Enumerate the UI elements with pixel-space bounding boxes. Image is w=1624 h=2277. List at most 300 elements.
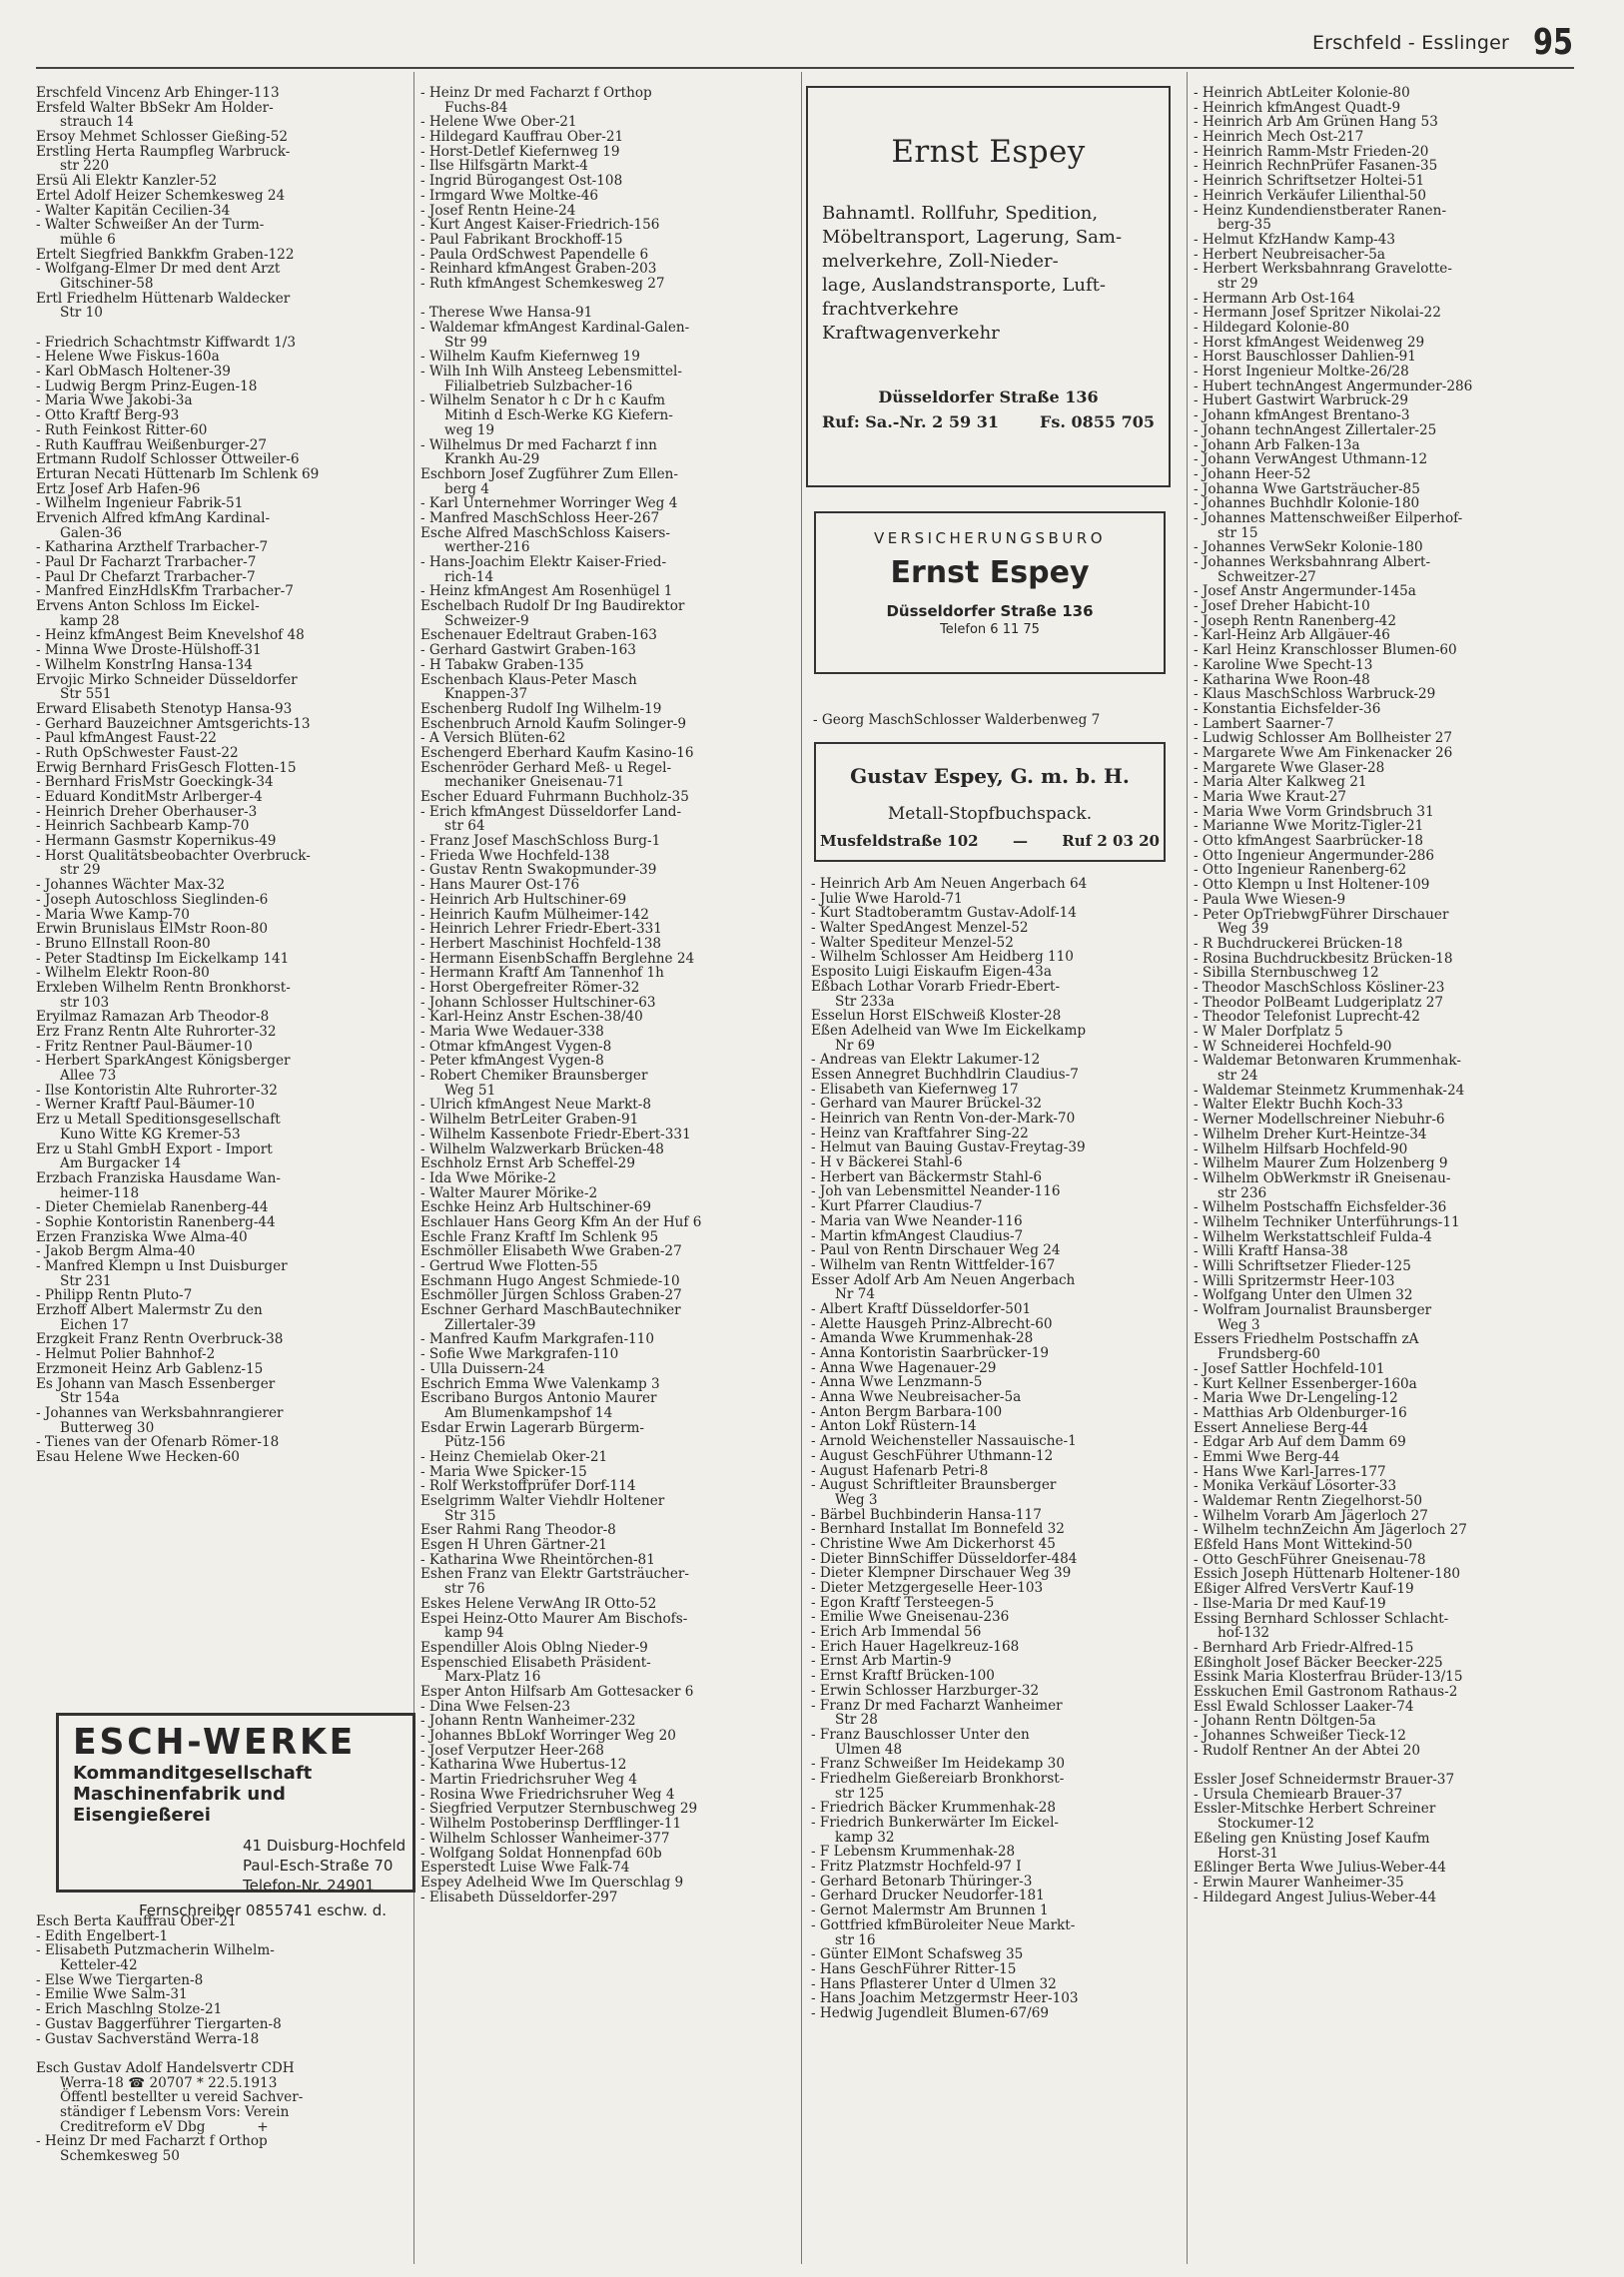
directory-entry: - Ulrich kfmAngest Neue Markt-8 bbox=[420, 1097, 652, 1114]
directory-entry: - Josef Verputzer Heer-268 bbox=[420, 1742, 604, 1759]
directory-entry: - H v Bäckerei Stahl-6 bbox=[811, 1154, 963, 1171]
directory-entry: - Paul von Rentn Dirschauer Weg 24 bbox=[811, 1242, 1061, 1259]
directory-entry: - Maria Wwe Wedauer-338 bbox=[420, 1024, 604, 1040]
directory-entry: - Reinhard kfmAngest Graben-203 bbox=[420, 261, 657, 278]
directory-entry: - Horst Ingenieur Moltke-26/28 bbox=[1194, 364, 1409, 380]
directory-entry: - Theodor MaschSchloss Kösliner-23 bbox=[1194, 979, 1445, 996]
directory-entry: Eßbach Lothar Vorarb Friedr-Ebert- Str 233a bbox=[811, 978, 1061, 1010]
directory-entry: - Helmut Polier Bahnhof-2 bbox=[36, 1346, 216, 1363]
directory-entry: Erz u Metall Speditionsgesellschaft Kuno Witte KG Kremer-53 bbox=[36, 1112, 281, 1142]
ad-line: Kommanditgesellschaft bbox=[73, 1763, 313, 1784]
directory-entry: Eschlauer Hans Georg Kfm An der Huf 6 bbox=[420, 1213, 702, 1230]
directory-entry: - Johannes Buchhdlr Kolonie-180 bbox=[1194, 495, 1420, 512]
directory-entry: - Heinrich Arb Am Neuen Angerbach 64 bbox=[811, 876, 1088, 892]
directory-entry: - Hans Joachim Metzgermstr Heer-103 bbox=[811, 1990, 1079, 2007]
directory-entry: - Waldemar Rentn Ziegelhorst-50 bbox=[1194, 1493, 1422, 1509]
directory-entry: Eschke Heinz Arb Hultschiner-69 bbox=[420, 1199, 651, 1216]
directory-entry: - Anna Wwe Hagenauer-29 bbox=[811, 1359, 997, 1376]
directory-entry: - A Versich Blüten-62 bbox=[420, 730, 566, 747]
directory-entry: - Hubert technAngest Angermunder-286 bbox=[1194, 378, 1473, 394]
directory-entry: - R Buchdruckerei Brücken-18 bbox=[1194, 935, 1403, 952]
directory-entry: - Heinrich van Rentn Von-der-Mark-70 bbox=[811, 1111, 1076, 1127]
directory-entry: - Heinrich Schriftsetzer Holtei-51 bbox=[1194, 173, 1425, 190]
directory-entry: - Ernst Kraftf Brücken-100 bbox=[811, 1668, 995, 1685]
directory-entry: - Johann VerwAngest Uthmann-12 bbox=[1194, 451, 1428, 468]
directory-entry: - Otto Klempn u Inst Holtener-109 bbox=[1194, 877, 1430, 894]
directory-entry: - Karl Heinz Kranschlosser Blumen-60 bbox=[1194, 642, 1457, 659]
directory-entry: Essl Ewald Schlosser Laaker-74 bbox=[1194, 1698, 1414, 1715]
directory-entry: Eschenauer Edeltraut Graben-163 bbox=[420, 627, 657, 644]
directory-entry: Ertmann Rudolf Schlosser Ottweiler-6 bbox=[36, 451, 300, 468]
directory-entry: - Monika Verkäuf Lösorter-33 bbox=[1194, 1478, 1397, 1495]
directory-entry: Eßlinger Berta Wwe Julius-Weber-44 bbox=[1194, 1860, 1446, 1877]
directory-entry: - Otto Ingenieur Ranenberg-62 bbox=[1194, 862, 1407, 879]
ad-line: Maschinenfabrik und Eisengießerei bbox=[73, 1784, 286, 1826]
directory-entry: - Anna Wwe Lenzmann-5 bbox=[811, 1374, 983, 1391]
directory-entry: Eschenberg Rudolf Ing Wilhelm-19 bbox=[420, 700, 662, 717]
directory-entry: - Josef Dreher Habicht-10 bbox=[1194, 598, 1370, 615]
directory-entry: - Wolfgang-Elmer Dr med dent Arzt Gitschiner-58 bbox=[36, 261, 281, 292]
directory-entry: - Paul Dr Facharzt Trarbacher-7 bbox=[36, 554, 257, 570]
page-header bbox=[0, 24, 1573, 68]
directory-entry: - Maria Wwe Spicker-15 bbox=[420, 1463, 587, 1480]
directory-entry: - Hans GeschFührer Ritter-15 bbox=[811, 1960, 1017, 1977]
directory-entry: - Heinrich Lehrer Friedr-Ebert-331 bbox=[420, 921, 662, 938]
directory-entry: - Ida Wwe Mörike-2 bbox=[420, 1169, 556, 1186]
directory-entry: - Horst Obergefreiter Römer-32 bbox=[420, 979, 640, 996]
directory-entry: - Hans Maurer Ost-176 bbox=[420, 877, 580, 894]
directory-entry: - Wolfram Journalist Braunsberger Weg 3 bbox=[1194, 1302, 1432, 1333]
directory-entry: - Paul Dr Chefarzt Trarbacher-7 bbox=[36, 568, 256, 585]
directory-entry: - Otto GeschFührer Gneisenau-78 bbox=[1194, 1551, 1426, 1568]
directory-entry: Ersoy Mehmet Schlosser Gießing-52 bbox=[36, 129, 289, 146]
directory-entry: - Robert Chemiker Braunsberger Weg 51 bbox=[420, 1068, 648, 1099]
directory-entry: - Jakob Bergm Alma-40 bbox=[36, 1243, 196, 1260]
directory-entry: - Otto kfmAngest Saarbrücker-18 bbox=[1194, 833, 1423, 850]
directory-entry: Erzmoneit Heinz Arb Gablenz-15 bbox=[36, 1360, 264, 1377]
directory-entry: - Sophie Kontoristin Ranenberg-44 bbox=[36, 1213, 276, 1230]
directory-entry: - Erwin Schlosser Harzburger-32 bbox=[811, 1682, 1040, 1699]
directory-entry: Espendiller Alois Oblng Nieder-9 bbox=[420, 1639, 648, 1656]
directory-entry: - Wilhelm Elektr Roon-80 bbox=[36, 965, 210, 982]
directory-entry: Eschholz Ernst Arb Scheffel-29 bbox=[420, 1155, 635, 1172]
directory-entry: - Johannes van Werksbahnrangierer Butterweg 30 bbox=[36, 1404, 284, 1436]
directory-entry: - Herbert van Bäckermstr Stahl-6 bbox=[811, 1168, 1043, 1185]
directory-entry: Esdar Erwin Lagerarb Bürgerm- Pütz-156 bbox=[420, 1419, 644, 1451]
directory-entry: - Willi Kraftf Hansa-38 bbox=[1194, 1243, 1348, 1260]
directory-entry: Escher Eduard Fuhrmann Buchholz-35 bbox=[420, 789, 689, 805]
directory-entry: Esgen H Uhren Gärtner-21 bbox=[420, 1537, 607, 1554]
directory-entry: - Ruth Kauffrau Weißenburger-27 bbox=[36, 436, 268, 453]
directory-entry: - Andreas van Elektr Lakumer-12 bbox=[811, 1052, 1041, 1069]
directory-entry: - Wilhelm ObWerkmstr iR Gneisenau- str 236 bbox=[1194, 1169, 1451, 1201]
directory-entry: - Gerhard Drucker Neudorfer-181 bbox=[811, 1888, 1045, 1904]
directory-entry: Eßingholt Josef Bäcker Beecker-225 bbox=[1194, 1654, 1443, 1671]
directory-entry: - Karl-Heinz Arb Allgäuer-46 bbox=[1194, 627, 1390, 644]
directory-entry: Erschfeld Vincenz Arb Ehinger-113 bbox=[36, 85, 280, 101]
directory-entry: - Horst Bauschlosser Dahlien-91 bbox=[1194, 349, 1416, 366]
directory-entry: - Walter Maurer Mörike-2 bbox=[420, 1184, 598, 1201]
directory-entry: - Johann Rentn Döltgen-5a bbox=[1194, 1713, 1376, 1730]
directory-entry: - Paula OrdSchwest Papendelle 6 bbox=[420, 246, 649, 263]
entry-spacer bbox=[1194, 1758, 1565, 1773]
directory-entry: - Karl Unternehmer Worringer Weg 4 bbox=[420, 495, 678, 512]
directory-entry: Essler Josef Schneidermstr Brauer-37 bbox=[1194, 1772, 1455, 1789]
directory-entry: - Dieter BinnSchiffer Düsseldorfer-484 bbox=[811, 1550, 1078, 1567]
directory-entry: Eschenbach Klaus-Peter Masch Knappen-37 bbox=[420, 671, 637, 703]
directory-entry: - Friedrich Schachtmstr Kiffwardt 1/3 bbox=[36, 334, 297, 351]
directory-entry: - Fritz Rentner Paul-Bäumer-10 bbox=[36, 1038, 253, 1055]
directory-entry: - Helmut KfzHandw Kamp-43 bbox=[1194, 231, 1396, 248]
directory-entry: - Johannes Schweißer Tieck-12 bbox=[1194, 1728, 1406, 1744]
ad-address bbox=[243, 1836, 412, 1896]
directory-entry: - Helmut van Bauing Gustav-Freytag-39 bbox=[811, 1139, 1086, 1156]
directory-entry: - Elisabeth van Kiefernweg 17 bbox=[811, 1081, 1019, 1098]
directory-entry: - Friedhelm Gießereiarb Bronkhorst- str 125 bbox=[811, 1770, 1065, 1802]
directory-entry: - Joh van Lebensmittel Neander-116 bbox=[811, 1183, 1061, 1200]
directory-entry: - Wilhelm KonstrIng Hansa-134 bbox=[36, 656, 253, 673]
directory-entry: - Ilse Hilfsgärtn Markt-4 bbox=[420, 158, 588, 175]
directory-entry: - Herbert SparkAngest Königsberger Allee 73 bbox=[36, 1053, 291, 1085]
directory-entry: - Wilhelm Dreher Kurt-Heintze-34 bbox=[1194, 1126, 1427, 1142]
directory-entry: Essich Joseph Hüttenarb Holtener-180 bbox=[1194, 1566, 1461, 1583]
directory-entry: Eßiger Alfred VersVertr Kauf-19 bbox=[1194, 1581, 1414, 1598]
directory-entry: Eschmann Hugo Angest Schmiede-10 bbox=[420, 1272, 680, 1289]
directory-entry: Erzen Franziska Wwe Alma-40 bbox=[36, 1228, 248, 1245]
directory-entry: - Anna Wwe Neubreisacher-5a bbox=[811, 1389, 1022, 1406]
directory-entry: - Wilhelmus Dr med Facharzt f inn Krankh Au-29 bbox=[420, 436, 657, 468]
ad-phone: Telefon 6 11 75 bbox=[940, 622, 1040, 637]
directory-entry: - Ludwig Bergm Prinz-Eugen-18 bbox=[36, 378, 258, 394]
directory-entry: - Johanna Wwe Gartsträucher-85 bbox=[1194, 480, 1420, 497]
directory-entry: - Hermann Arb Ost-164 bbox=[1194, 290, 1355, 307]
directory-entry: - Werner Modellschreiner Niebuhr-6 bbox=[1194, 1112, 1445, 1129]
directory-entry: Esch Gustav Adolf Handelsvertr CDH Werra-18 ☎ 20707 * 22.5.1913 Öffentl bestellter u vereid Sachver- ständiger f Lebensm Vors: Verein Creditreform eV Dbg + bbox=[36, 2059, 304, 2135]
ad-telex: Fs. 0855 705 bbox=[1039, 412, 1155, 431]
directory-entry: - Walter SpedAngest Menzel-52 bbox=[811, 920, 1029, 937]
directory-entry: - Martin kfmAngest Claudius-7 bbox=[811, 1227, 1024, 1244]
directory-entry: - Emilie Wwe Gneisenau-236 bbox=[811, 1609, 1010, 1626]
directory-entry: - Wilhelm Hilfsarb Hochfeld-90 bbox=[1194, 1140, 1408, 1157]
directory-entry: - Waldemar Steinmetz Krummenhak-24 bbox=[1194, 1082, 1465, 1099]
directory-entry: - Rolf Werkstoffprüfer Dorf-114 bbox=[420, 1478, 636, 1495]
directory-entry: - F Lebensm Krummenhak-28 bbox=[811, 1844, 1016, 1861]
directory-entry: - Johannes Mattenschweißer Eilperhof- str 15 bbox=[1194, 509, 1463, 541]
directory-entry: - Hedwig Jugendleit Blumen-67/69 bbox=[811, 2004, 1050, 2021]
directory-entry: - Rosina Buchdruckbesitz Brücken-18 bbox=[1194, 950, 1453, 967]
directory-entry: - Rudolf Rentner An der Abtei 20 bbox=[1194, 1742, 1421, 1759]
directory-entry: - Heinz Chemielab Oker-21 bbox=[420, 1448, 608, 1465]
directory-entry: - Wilhelm Techniker Unterführungs-11 bbox=[1194, 1213, 1460, 1230]
directory-entry: - Amanda Wwe Krummenhak-28 bbox=[811, 1330, 1034, 1347]
directory-entry: - Kurt Angest Kaiser-Friedrich-156 bbox=[420, 217, 660, 234]
directory-entry: - Hans Wwe Karl-Jarres-177 bbox=[1194, 1463, 1386, 1480]
entry-spacer bbox=[36, 2046, 407, 2061]
directory-entry: - Maria van Wwe Neander-116 bbox=[811, 1212, 1023, 1229]
directory-entry: - Johann technAngest Zillertaler-25 bbox=[1194, 421, 1437, 438]
directory-entry: - Konstantia Eichsfelder-36 bbox=[1194, 700, 1381, 717]
directory-entry: - August GeschFührer Uthmann-12 bbox=[811, 1447, 1054, 1464]
directory-entry: Erturan Necati Hüttenarb Im Schlenk 69 bbox=[36, 465, 320, 482]
directory-entry: - Heinrich kfmAngest Quadt-9 bbox=[1194, 99, 1401, 116]
directory-entry: - Egon Kraftf Tersteegen-5 bbox=[811, 1594, 995, 1611]
directory-entry: - Hubert Gastwirt Warbruck-29 bbox=[1194, 392, 1409, 409]
directory-entry: - Maria Wwe Kraut-27 bbox=[1194, 789, 1347, 805]
directory-entry: - Lambert Saarner-7 bbox=[1194, 715, 1334, 732]
directory-entry: - Otto Kraftf Berg-93 bbox=[36, 407, 180, 424]
column-divider bbox=[801, 72, 802, 2264]
directory-entry: - Maria Alter Kalkweg 21 bbox=[1194, 774, 1367, 791]
directory-entry: - Heinz Dr med Facharzt f Orthop Schemkesweg 50 bbox=[36, 2133, 268, 2164]
directory-entry: - Hermann Kraftf Am Tannenhof 1h bbox=[420, 965, 664, 982]
directory-entry: - Irmgard Wwe Moltke-46 bbox=[420, 187, 599, 204]
directory-entry: - Wolfgang Unter den Ulmen 32 bbox=[1194, 1287, 1413, 1304]
directory-entry: - Erich Maschlng Stolze-21 bbox=[36, 2001, 223, 2018]
directory-entry: - Johann Rentn Wanheimer-232 bbox=[420, 1713, 636, 1730]
directory-entry: - Heinz van Kraftfahrer Sing-22 bbox=[811, 1125, 1029, 1141]
directory-entry: - Wilhelm Walzwerkarb Brücken-48 bbox=[420, 1140, 664, 1157]
directory-entry: Ertz Josef Arb Hafen-96 bbox=[36, 480, 201, 497]
directory-entry: - Walter Kapitän Cecilien-34 bbox=[36, 202, 231, 219]
directory-entry: - Wilhelm Maurer Zum Holzenberg 9 bbox=[1194, 1155, 1448, 1172]
directory-entry: - Wilhelm Kassenbote Friedr-Ebert-331 bbox=[420, 1126, 691, 1142]
directory-entry: Es Johann van Masch Essenberger Str 154a bbox=[36, 1375, 276, 1407]
directory-entry: - Klaus MaschSchloss Warbruck-29 bbox=[1194, 686, 1436, 703]
directory-entry: - Hermann Josef Spritzer Nikolai-22 bbox=[1194, 305, 1441, 322]
directory-entry: - Kurt Pfarrer Claudius-7 bbox=[811, 1198, 983, 1215]
directory-entry: Eschenröder Gerhard Meß- u Regel- mechaniker Gneisenau-71 bbox=[420, 759, 672, 791]
directory-entry: - Hildegard Kolonie-80 bbox=[1194, 320, 1350, 336]
directory-entry: - Wilhelm Schlosser Am Heidberg 110 bbox=[811, 949, 1074, 966]
directory-entry: Erwin Brunislaus ElMstr Roon-80 bbox=[36, 921, 269, 938]
directory-entry: - Heinz Kundendienstberater Ranen- berg-35 bbox=[1194, 202, 1447, 234]
directory-entry: - Erwin Maurer Wanheimer-35 bbox=[1194, 1874, 1404, 1891]
directory-entry: Esper Anton Hilfsarb Am Gottesacker 6 bbox=[420, 1683, 694, 1700]
directory-entry: Eselgrimm Walter Viehdlr Holtener Str 315 bbox=[420, 1493, 665, 1524]
directory-entry: - Ursula Chemiearb Brauer-37 bbox=[1194, 1786, 1403, 1803]
directory-entry: - Werner Kraftf Paul-Bäumer-10 bbox=[36, 1097, 256, 1114]
column-divider bbox=[1187, 72, 1188, 2264]
directory-entry: Ertl Friedhelm Hüttenarb Waldecker Str 10 bbox=[36, 290, 291, 322]
versicherungsbuero-ad bbox=[814, 511, 1166, 674]
ad-line: Metall-Stopfbuchspack. bbox=[887, 804, 1093, 824]
directory-entry: Ersü Ali Elektr Kanzler-52 bbox=[36, 173, 218, 190]
directory-entry: - Julie Wwe Harold-71 bbox=[811, 890, 963, 907]
directory-entry: - Heinrich Ramm-Mstr Frieden-20 bbox=[1194, 143, 1429, 160]
directory-entry: - Maria Wwe Dr-Lengeling-12 bbox=[1194, 1390, 1398, 1407]
directory-entry: - Philipp Rentn Pluto-7 bbox=[36, 1287, 193, 1304]
directory-entry: - Wilhelm Schlosser Wanheimer-377 bbox=[420, 1830, 670, 1847]
directory-entry: Essen Annegret Buchhdlrin Claudius-7 bbox=[811, 1066, 1079, 1083]
directory-entry: - Hildegard Kauffrau Ober-21 bbox=[420, 129, 624, 146]
directory-entry: - Ulla Duissern-24 bbox=[420, 1360, 545, 1377]
ad-phone bbox=[822, 412, 1155, 431]
ad-address bbox=[820, 832, 1160, 850]
directory-entry: - Eduard KonditMstr Arlberger-4 bbox=[36, 789, 263, 805]
directory-entry: - Günter ElMont Schafsweg 35 bbox=[811, 1946, 1024, 1963]
directory-entry: - Katharina Wwe Roon-48 bbox=[1194, 671, 1370, 688]
directory-entry: - Gustav Baggerführer Tiergarten-8 bbox=[36, 2015, 282, 2032]
directory-entry: - Johannes BbLokf Worringer Weg 20 bbox=[420, 1728, 676, 1744]
directory-entry: - Hildegard Angest Julius-Weber-44 bbox=[1194, 1889, 1437, 1905]
directory-entry: - Heinrich Kaufm Mülheimer-142 bbox=[420, 906, 649, 923]
directory-entry: Esser Adolf Arb Am Neuen Angerbach Nr 74 bbox=[811, 1271, 1076, 1303]
directory-entry: - Minna Wwe Droste-Hülshoff-31 bbox=[36, 642, 262, 659]
directory-entry: Esau Helene Wwe Hecken-60 bbox=[36, 1448, 240, 1465]
directory-entry: Erwig Bernhard FrisGesch Flotten-15 bbox=[36, 759, 297, 776]
directory-entry: - Heinrich Arb Hultschiner-69 bbox=[420, 891, 627, 908]
directory-entry: - Josef Anstr Angermunder-145a bbox=[1194, 583, 1416, 600]
directory-entry: - Wilhelm BetrLeiter Graben-91 bbox=[420, 1112, 639, 1129]
column-divider bbox=[413, 72, 414, 2264]
directory-entry: - Paula Wwe Wiesen-9 bbox=[1194, 891, 1346, 908]
ad-address-line: 41 Duisburg-Hochfeld bbox=[243, 1837, 406, 1855]
column-3-continued bbox=[811, 877, 1183, 2021]
directory-entry: - Wilhelm Kaufm Kiefernweg 19 bbox=[420, 349, 640, 366]
directory-entry: - Herbert Neubreisacher-5a bbox=[1194, 246, 1385, 263]
directory-entry: - Erich Arb Immendal 56 bbox=[811, 1624, 982, 1641]
directory-entry: - Anton Lokf Rüstern-14 bbox=[811, 1418, 977, 1435]
directory-entry: - Bernhard FrisMstr Goeckingk-34 bbox=[36, 774, 274, 791]
ad-title: Ernst Espey bbox=[891, 134, 1086, 170]
directory-entry: - Wilhelm Werkstattschleif Fulda-4 bbox=[1194, 1228, 1432, 1245]
directory-entry: - Heinrich AbtLeiter Kolonie-80 bbox=[1194, 85, 1410, 101]
ad-address-line: Paul-Esch-Straße 70 bbox=[243, 1857, 394, 1875]
directory-entry: Erstling Herta Raumpfleg Warbruck- str 220 bbox=[36, 143, 291, 175]
ad-heading: VERSICHERUNGSBURO bbox=[873, 529, 1107, 547]
directory-entry: - Peter kfmAngest Vygen-8 bbox=[420, 1053, 604, 1070]
directory-entry: - Gerhard van Maurer Brückel-32 bbox=[811, 1096, 1043, 1113]
directory-entry: - Sofie Wwe Markgrafen-110 bbox=[420, 1346, 619, 1363]
ad-phone-number: Ruf: Sa.-Nr. 2 59 31 bbox=[822, 412, 999, 431]
directory-entry: Eschmöller Elisabeth Wwe Graben-27 bbox=[420, 1243, 682, 1260]
directory-entry: - Joseph Autoschloss Sieglinden-6 bbox=[36, 891, 269, 908]
ad-address-line: Telefon-Nr. 24901 bbox=[243, 1877, 375, 1895]
directory-entry: - Theodor PolBeamt Ludgeriplatz 27 bbox=[1194, 994, 1444, 1011]
directory-entry: Erzbach Franziska Hausdame Wan- heimer-118 bbox=[36, 1169, 282, 1201]
directory-entry: - Helene Wwe Fiskus-160a bbox=[36, 349, 220, 366]
directory-entry: - Wilhelm Vorarb Am Jägerloch 27 bbox=[1194, 1507, 1428, 1524]
directory-entry: - Else Wwe Tiergarten-8 bbox=[36, 1971, 204, 1988]
directory-entry: - Ruth kfmAngest Schemkesweg 27 bbox=[420, 275, 665, 292]
gustav-espey-ad bbox=[814, 742, 1166, 862]
directory-entry: - Alette Hausgeh Prinz-Albrecht-60 bbox=[811, 1315, 1053, 1332]
directory-entry: - Otto Ingenieur Angermunder-286 bbox=[1194, 847, 1435, 864]
directory-entry: - August Schriftleiter Braunsberger Weg 3 bbox=[811, 1477, 1057, 1508]
directory-entry: - Willi Schriftsetzer Flieder-125 bbox=[1194, 1258, 1411, 1274]
directory-entry: Escribano Burgos Antonio Maurer Am Blumenkampshof 14 bbox=[420, 1390, 657, 1421]
directory-entry: - Peter Stadtinsp Im Eickelkamp 141 bbox=[36, 950, 290, 967]
directory-entry: - Franz Josef MaschSchloss Burg-1 bbox=[420, 833, 661, 850]
directory-entry: - Waldemar kfmAngest Kardinal-Galen- Str 99 bbox=[420, 320, 690, 351]
directory-entry: Ertel Adolf Heizer Schemkesweg 24 bbox=[36, 187, 286, 204]
directory-entry: - Karoline Wwe Specht-13 bbox=[1194, 656, 1373, 673]
column-1 bbox=[36, 86, 407, 1465]
directory-entry: Eßen Adelheid van Wwe Im Eickelkamp Nr 69 bbox=[811, 1022, 1087, 1054]
directory-entry: Erzhoff Albert Malermstr Zu den Eichen 17 bbox=[36, 1302, 263, 1333]
directory-entry: - Friedrich Bäcker Krummenhak-28 bbox=[811, 1800, 1057, 1817]
directory-entry: - Karl ObMasch Holtener-39 bbox=[36, 364, 231, 380]
ernst-espey-ad bbox=[806, 86, 1171, 487]
directory-entry: - Manfred Klempn u Inst Duisburger Str 231 bbox=[36, 1258, 288, 1289]
directory-entry: - Heinz Dr med Facharzt f Orthop Fuchs-84 bbox=[420, 85, 652, 116]
directory-entry: - Herbert Maschinist Hochfeld-138 bbox=[420, 935, 661, 952]
directory-entry: - Gerhard Gastwirt Graben-163 bbox=[420, 642, 636, 659]
directory-entry: Essink Maria Klosterfrau Brüder-13/15 bbox=[1194, 1669, 1463, 1686]
directory-entry: - Wilhelm van Rentn Wittfelder-167 bbox=[811, 1256, 1056, 1273]
directory-entry: - Maria Wwe Vorm Grindsbruch 31 bbox=[1194, 803, 1434, 820]
directory-entry: - Maria Wwe Kamp-70 bbox=[36, 906, 190, 923]
directory-entry: Eßfeld Hans Mont Wittekind-50 bbox=[1194, 1537, 1413, 1554]
directory-entry: - Dieter Metzgergeselle Heer-103 bbox=[811, 1580, 1044, 1596]
directory-entry: Eschrich Emma Wwe Valenkamp 3 bbox=[420, 1375, 660, 1392]
directory-entry: Eschmöller Jürgen Schloss Graben-27 bbox=[420, 1287, 682, 1304]
directory-entry: - Siegfried Verputzer Sternbuschweg 29 bbox=[420, 1801, 698, 1818]
directory-entry: Eschborn Josef Zugführer Zum Ellen- berg 4 bbox=[420, 465, 678, 497]
directory-entry: Esselun Horst ElSchweiß Kloster-28 bbox=[811, 1008, 1062, 1025]
directory-entry: - Wilhelm Senator h c Dr h c Kaufm Mitinh d Esch-Werke KG Kiefern- weg 19 bbox=[420, 392, 673, 438]
header-rule bbox=[36, 67, 1574, 69]
directory-entry: Ersfeld Walter BbSekr Am Holder- strauch 14 bbox=[36, 99, 274, 131]
column-4 bbox=[1194, 86, 1565, 1904]
directory-entry: - Ludwig Schlosser Am Bollheister 27 bbox=[1194, 730, 1453, 747]
directory-entry: - Margarete Wwe Am Finkenacker 26 bbox=[1194, 744, 1453, 761]
directory-entry: - Franz Schweißer Im Heidekamp 30 bbox=[811, 1756, 1065, 1773]
directory-entry: - Heinz kfmAngest Am Rosenhügel 1 bbox=[420, 583, 673, 600]
directory-entry: - August Hafenarb Petri-8 bbox=[811, 1462, 989, 1479]
directory-entry: - Johann Heer-52 bbox=[1194, 465, 1311, 482]
directory-entry: - Erich Hauer Hagelkreuz-168 bbox=[811, 1638, 1020, 1655]
directory-entry: - Christine Wwe Am Dickerhorst 45 bbox=[811, 1535, 1056, 1552]
esch-werke-ad bbox=[56, 1713, 415, 1919]
entry-spacer bbox=[36, 321, 407, 336]
directory-entry: - Fritz Platzmstr Hochfeld-97 I bbox=[811, 1859, 1022, 1876]
directory-entry: - Bernhard Installat Im Bonnefeld 32 bbox=[811, 1521, 1065, 1538]
directory-entry: - Heinrich RechnPrüfer Fasanen-35 bbox=[1194, 158, 1438, 175]
directory-entry: - Therese Wwe Hansa-91 bbox=[420, 305, 593, 322]
running-head: Erschfeld - Esslinger bbox=[1311, 32, 1509, 54]
directory-entry: Eschelbach Rudolf Dr Ing Baudirektor Schweizer-9 bbox=[420, 598, 685, 629]
directory-entry: - Manfred Kaufm Markgrafen-110 bbox=[420, 1331, 654, 1348]
directory-entry: - Joseph Rentn Ranenberg-42 bbox=[1194, 612, 1396, 629]
directory-entry: Eschenbruch Arnold Kaufm Solinger-9 bbox=[420, 715, 687, 732]
directory-entry: - Heinrich Dreher Oberhauser-3 bbox=[36, 803, 258, 820]
directory-entry: Essers Friedhelm Postschaffn zA Frundsberg-60 bbox=[1194, 1331, 1419, 1363]
directory-entry: - Friedrich Bunkerwärter Im Eickel- kamp 32 bbox=[811, 1815, 1060, 1846]
directory-entry: - Johannes Werksbahnrang Albert- Schweitzer-27 bbox=[1194, 554, 1431, 585]
directory-entry: - Manfred EinzHdlsKfm Trarbacher-7 bbox=[36, 583, 294, 600]
directory-entry: - Anton Bergm Barbara-100 bbox=[811, 1403, 1003, 1420]
directory-entry: - Katharina Wwe Hubertus-12 bbox=[420, 1757, 627, 1774]
directory-entry: - Matthias Arb Oldenburger-16 bbox=[1194, 1404, 1407, 1421]
directory-entry: Ervenich Alfred kfmAng Kardinal- Galen-36 bbox=[36, 509, 271, 541]
directory-entry: Essert Anneliese Berg-44 bbox=[1194, 1419, 1368, 1436]
directory-entry: - Albert Kraftf Düsseldorfer-501 bbox=[811, 1300, 1032, 1317]
directory-entry: - Heinrich Sachbearb Kamp-70 bbox=[36, 818, 250, 835]
directory-entry: - Marianne Wwe Moritz-Tigler-21 bbox=[1194, 818, 1424, 835]
directory-entry: - Franz Bauschlosser Unter den Ulmen 48 bbox=[811, 1726, 1030, 1758]
directory-entry: Eskes Helene VerwAng IR Otto-52 bbox=[420, 1595, 657, 1612]
directory-entry: - Johann kfmAngest Brentano-3 bbox=[1194, 407, 1410, 424]
directory-entry: - Emmi Wwe Berg-44 bbox=[1194, 1448, 1340, 1465]
directory-entry: - Anna Kontoristin Saarbrücker-19 bbox=[811, 1345, 1050, 1361]
directory-entry: - Hans-Joachim Elektr Kaiser-Fried- rich-14 bbox=[420, 554, 667, 585]
directory-entry: - Maria Wwe Jakobi-3a bbox=[36, 392, 193, 409]
directory-entry: Eßeling gen Knüsting Josef Kaufm Horst-31 bbox=[1194, 1830, 1430, 1862]
directory-entry: - Ernst Arb Martin-9 bbox=[811, 1653, 952, 1670]
directory-entry: - Waldemar Betonwaren Krummenhak- str 24 bbox=[1194, 1053, 1461, 1085]
directory-entry: - Wolfgang Soldat Honnenpfad 60b bbox=[420, 1845, 662, 1862]
